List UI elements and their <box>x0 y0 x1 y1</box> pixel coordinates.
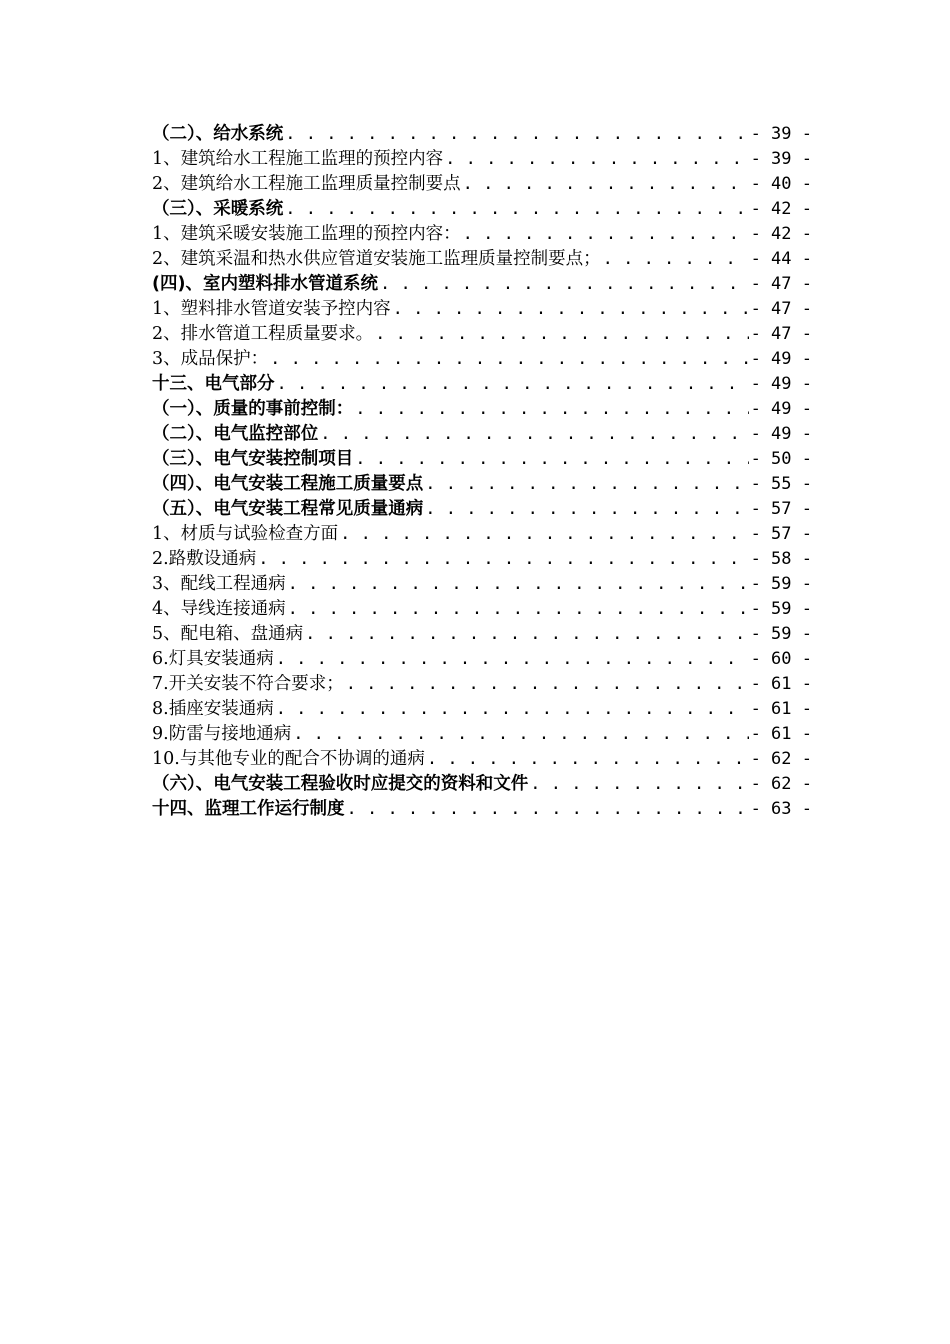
toc-entry[interactable] <box>152 272 812 297</box>
toc-dot-leader <box>305 622 748 647</box>
toc-dot-leader <box>463 172 749 197</box>
toc-dot-leader <box>346 672 749 697</box>
toc-entry-page-number: - 49 - <box>750 349 812 369</box>
toc-entry-title: 2、建筑采温和热水供应管道安装施工监理质量控制要点； <box>152 249 601 269</box>
toc-entry[interactable] <box>152 197 812 222</box>
toc-entry-page-number: - 61 - <box>750 724 812 744</box>
toc-entry[interactable] <box>152 147 812 172</box>
table-of-contents <box>152 122 812 822</box>
toc-entry-page-number: - 44 - <box>750 249 812 269</box>
toc-entry[interactable] <box>152 597 812 622</box>
toc-dot-leader <box>530 772 748 797</box>
toc-entry[interactable] <box>152 672 812 697</box>
toc-entry-title: 1、材质与试验检查方面 <box>152 524 339 544</box>
toc-entry-page-number: - 57 - <box>750 524 812 544</box>
toc-entry-page-number: - 61 - <box>750 699 812 719</box>
toc-entry[interactable] <box>152 122 812 147</box>
toc-dot-leader <box>355 447 748 472</box>
toc-entry-title: 十三、电气部分 <box>152 374 275 394</box>
toc-dot-leader <box>425 497 748 522</box>
toc-entry-page-number: - 59 - <box>750 624 812 644</box>
toc-entry-title: （二）、电气监控部位 <box>152 424 319 444</box>
toc-entry-title: 9.防雷与接地通病 <box>152 724 292 744</box>
toc-entry-title: 十四、监理工作运行制度 <box>152 799 345 819</box>
toc-entry[interactable] <box>152 172 812 197</box>
toc-entry[interactable] <box>152 697 812 722</box>
toc-entry-page-number: - 61 - <box>750 674 812 694</box>
toc-entry-page-number: - 39 - <box>750 124 812 144</box>
toc-entry[interactable] <box>152 222 812 247</box>
toc-entry-title: （五）、电气安装工程常见质量通病 <box>152 499 424 519</box>
toc-entry-page-number: - 58 - <box>750 549 812 569</box>
toc-dot-leader <box>276 647 749 672</box>
toc-entry-page-number: - 59 - <box>750 599 812 619</box>
toc-entry-title: （三）、电气安装控制项目 <box>152 449 354 469</box>
toc-dot-leader <box>603 247 749 272</box>
toc-dot-leader <box>445 147 748 172</box>
toc-entry-page-number: - 50 - <box>750 449 812 469</box>
toc-entry[interactable] <box>152 547 812 572</box>
toc-dot-leader <box>288 597 749 622</box>
toc-dot-leader <box>340 522 748 547</box>
toc-entry-page-number: - 49 - <box>750 399 812 419</box>
toc-entry[interactable] <box>152 297 812 322</box>
toc-entry[interactable] <box>152 472 812 497</box>
toc-dot-leader <box>425 472 748 497</box>
toc-dot-leader <box>355 397 748 422</box>
toc-entry-title: 6.灯具安装通病 <box>152 649 274 669</box>
toc-entry[interactable] <box>152 622 812 647</box>
toc-entry[interactable] <box>152 347 812 372</box>
toc-entry-page-number: - 62 - <box>750 749 812 769</box>
toc-entry-page-number: - 59 - <box>750 574 812 594</box>
toc-dot-leader <box>393 297 749 322</box>
toc-entry[interactable] <box>152 797 812 822</box>
toc-dot-leader <box>285 197 748 222</box>
toc-entry-title: 1、建筑给水工程施工监理的预控内容 <box>152 149 444 169</box>
toc-entry-page-number: - 57 - <box>750 499 812 519</box>
toc-dot-leader <box>276 697 749 722</box>
toc-entry-title: 1、建筑采暖安装施工监理的预控内容： <box>152 224 461 244</box>
toc-entry[interactable] <box>152 422 812 447</box>
toc-entry-title: 10.与其他专业的配合不协调的通病 <box>152 749 425 769</box>
toc-entry[interactable] <box>152 372 812 397</box>
toc-entry-page-number: - 49 - <box>750 424 812 444</box>
toc-entry-title: 4、导线连接通病 <box>152 599 286 619</box>
toc-entry-title: 7.开关安装不符合要求； <box>152 674 344 694</box>
toc-entry-title: （三）、采暖系统 <box>152 199 284 219</box>
toc-entry-page-number: - 49 - <box>750 374 812 394</box>
toc-entry-title: 3、成品保护： <box>152 349 269 369</box>
toc-entry[interactable] <box>152 772 812 797</box>
toc-entry[interactable] <box>152 522 812 547</box>
toc-entry-title: 3、配线工程通病 <box>152 574 286 594</box>
toc-entry[interactable] <box>152 747 812 772</box>
toc-entry[interactable] <box>152 647 812 672</box>
toc-dot-leader <box>258 547 748 572</box>
toc-entry-title: 5、配电箱、盘通病 <box>152 624 304 644</box>
toc-entry-title: （四）、电气安装工程施工质量要点 <box>152 474 424 494</box>
toc-entry[interactable] <box>152 572 812 597</box>
toc-entry-title: 1、塑料排水管道安装予控内容 <box>152 299 391 319</box>
toc-dot-leader <box>347 797 749 822</box>
toc-dot-leader <box>270 347 748 372</box>
toc-dot-leader <box>380 272 749 297</box>
toc-entry[interactable] <box>152 722 812 747</box>
toc-dot-leader <box>463 222 749 247</box>
toc-entry-title: （二）、给水系统 <box>152 124 284 144</box>
toc-dot-leader <box>285 122 748 147</box>
toc-entry-title: 2.路敷设通病 <box>152 549 257 569</box>
toc-entry-page-number: - 60 - <box>750 649 812 669</box>
toc-entry-title: 2、排水管道工程质量要求。 <box>152 324 374 344</box>
toc-entry-page-number: - 47 - <box>750 299 812 319</box>
toc-dot-leader <box>293 722 748 747</box>
toc-entry-page-number: - 47 - <box>750 274 812 294</box>
toc-entry-page-number: - 42 - <box>750 224 812 244</box>
toc-dot-leader <box>277 372 749 397</box>
toc-entry-page-number: - 42 - <box>750 199 812 219</box>
toc-entry-title: 2、建筑给水工程施工监理质量控制要点 <box>152 174 461 194</box>
toc-entry-title: 8.插座安装通病 <box>152 699 274 719</box>
toc-entry-page-number: - 39 - <box>750 149 812 169</box>
toc-entry-page-number: - 63 - <box>750 799 812 819</box>
toc-dot-leader <box>375 322 748 347</box>
toc-entry-page-number: - 40 - <box>750 174 812 194</box>
toc-entry[interactable] <box>152 247 812 272</box>
toc-entry[interactable] <box>152 447 812 472</box>
toc-entry[interactable] <box>152 397 812 422</box>
toc-entry[interactable] <box>152 322 812 347</box>
toc-entry-title: (四)、室内塑料排水管道系统 <box>152 274 378 294</box>
toc-entry-page-number: - 62 - <box>750 774 812 794</box>
toc-entry-page-number: - 55 - <box>750 474 812 494</box>
toc-entry-title: （一）、质量的事前控制： <box>152 399 354 419</box>
toc-dot-leader <box>320 422 748 447</box>
toc-dot-leader <box>288 572 749 597</box>
toc-entry[interactable] <box>152 497 812 522</box>
toc-entry-page-number: - 47 - <box>750 324 812 344</box>
toc-entry-title: （六）、电气安装工程验收时应提交的资料和文件 <box>152 774 529 794</box>
toc-dot-leader <box>427 747 749 772</box>
